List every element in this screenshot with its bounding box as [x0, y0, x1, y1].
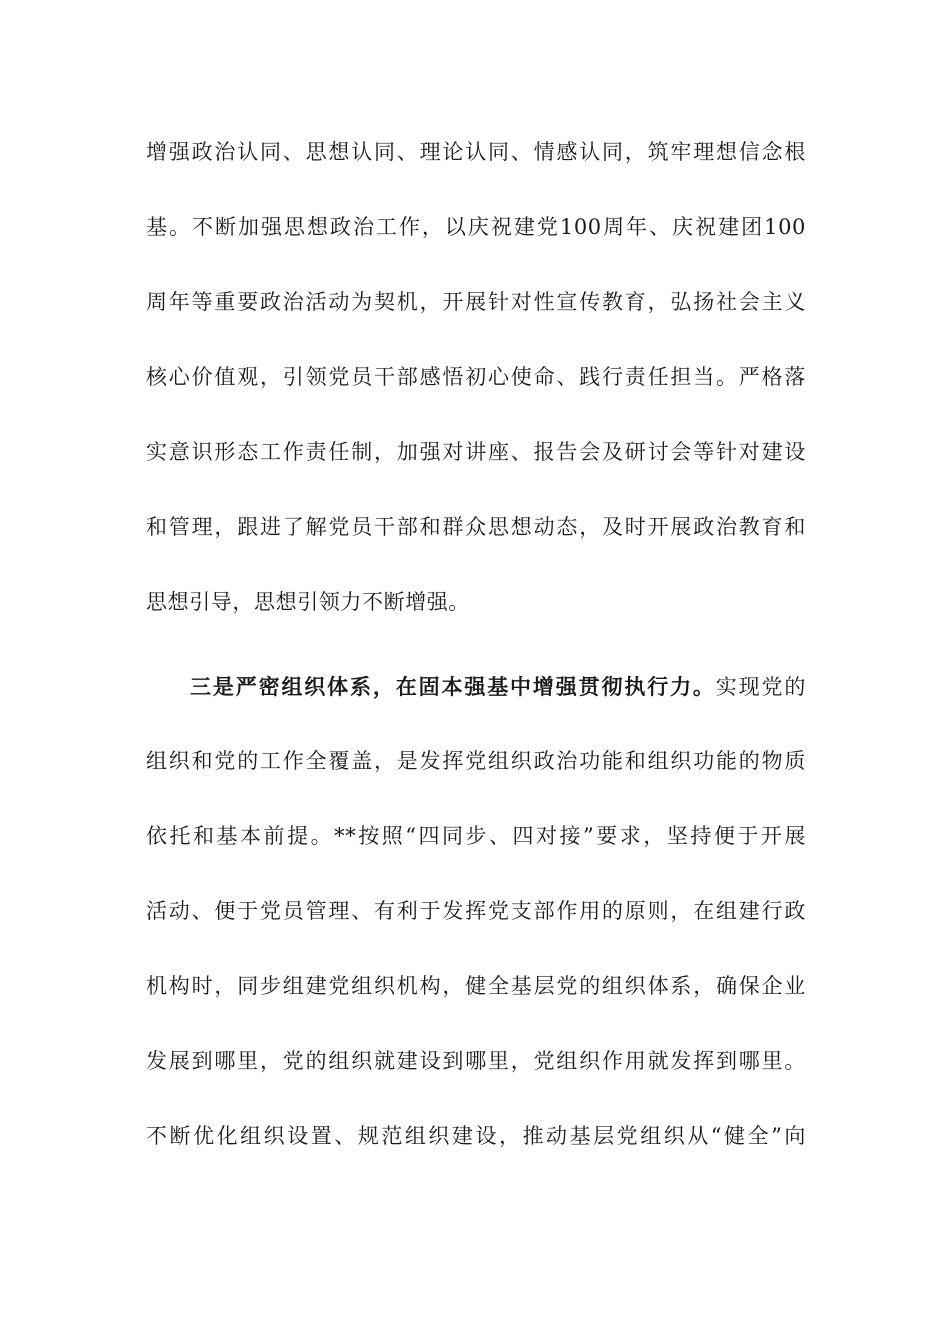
paragraph-2-line-4: 活动、便于党员管理、有利于发挥党支部作用的原则，在组建行政 — [146, 899, 806, 923]
paragraph-1-line-7: 思想引导，思想引领力不断增强。 — [146, 590, 470, 614]
paragraph-2-line-1 — [190, 672, 806, 702]
paragraph-2-line-3: 依托和基本前提。**按照“四同步、四对接”要求，坚持便于开展 — [146, 824, 806, 848]
paragraph-2-line-2: 组织和党的工作全覆盖，是发挥党组织政治功能和组织功能的物质 — [146, 749, 806, 773]
paragraph-2-line-5: 机构时，同步组建党组织机构，健全基层党的组织体系，确保企业 — [146, 974, 806, 998]
paragraph-1-line-2: 基。不断加强思想政治工作，以庆祝建党100周年、庆祝建团100 — [146, 215, 806, 239]
paragraph-1-line-6: 和管理，跟进了解党员干部和群众思想动态，及时开展政治教育和 — [146, 515, 806, 539]
paragraph-1-line-4: 核心价值观，引领党员干部感悟初心使命、践行责任担当。严格落 — [146, 365, 806, 389]
paragraph-2-line-7: 不断优化组织设置、规范组织建设，推动基层党组织从“健全”向 — [146, 1124, 806, 1148]
paragraph-1-line-1: 增强政治认同、思想认同、理论认同、情感认同，筑牢理想信念根 — [146, 140, 806, 164]
paragraph-2-first-line-rest: 实现党的 — [715, 675, 806, 699]
paragraph-2-line-6: 发展到哪里，党的组织就建设到哪里，党组织作用就发挥到哪里。 — [146, 1049, 806, 1073]
paragraph-2-heading: 三是严密组织体系，在固本强基中增强贯彻执行力。 — [190, 674, 716, 699]
paragraph-1-line-5: 实意识形态工作责任制，加强对讲座、报告会及研讨会等针对建设 — [146, 440, 806, 464]
paragraph-1-line-3: 周年等重要政治活动为契机，开展针对性宣传教育，弘扬社会主义 — [146, 290, 806, 314]
